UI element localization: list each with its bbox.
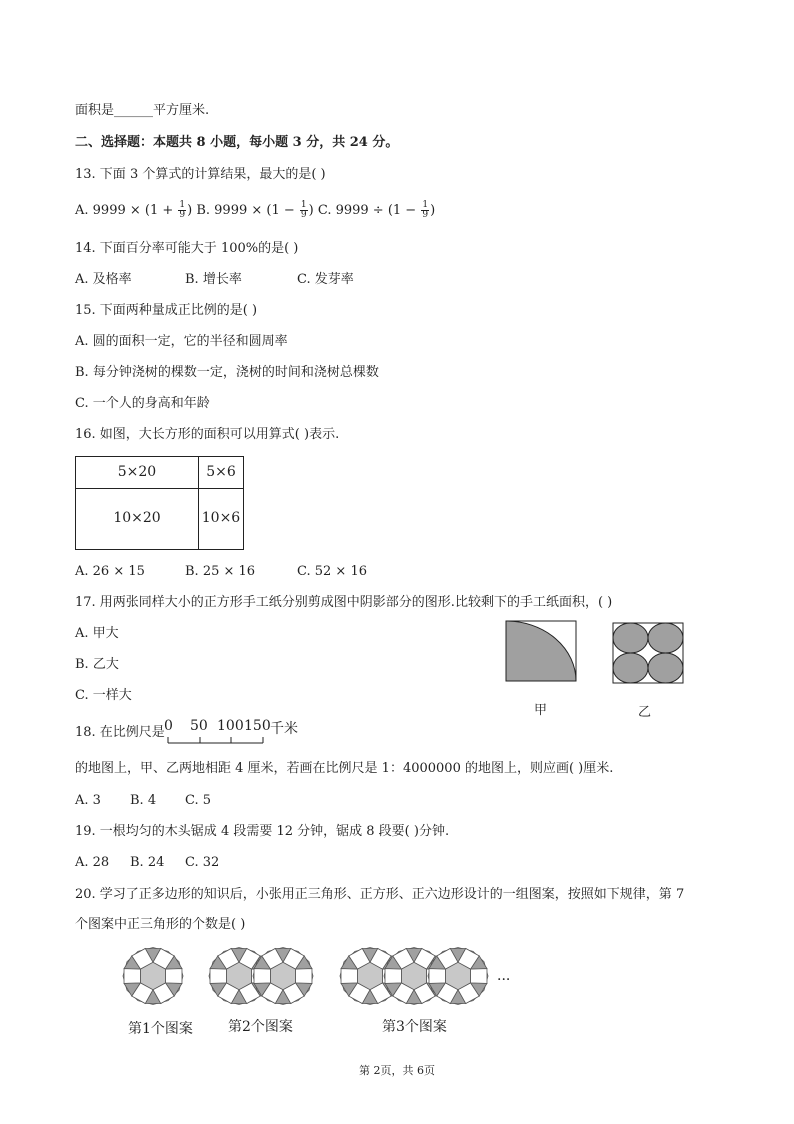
fraction: $\frac{1}{9}$ (179, 200, 186, 220)
scale-tick-150: 150 (244, 718, 271, 734)
option-a: A. 28 (75, 855, 110, 870)
option-a: A. 3 (75, 793, 101, 808)
scale-line (160, 734, 270, 746)
label-jia: 甲 (534, 703, 548, 718)
option-b: B. 增长率 (185, 272, 242, 287)
cell-top-left: 5×20 (117, 464, 157, 480)
option-c: C. 发芽率 (297, 272, 354, 287)
q14-stem: 14. 下面百分率可能大于 100%的是( ) (75, 241, 299, 256)
pattern-label-3: 第3个图案 (382, 1019, 447, 1035)
option-a: A. 26 × 15 (75, 564, 145, 579)
cell-bottom-right: 10×6 (201, 510, 241, 526)
square-shape (385, 969, 402, 984)
q13-c-prefix: ) C. 9999 ÷ (1 − (308, 203, 421, 218)
q18-stem-cont: 的地图上，甲、乙两地相距 4 厘米，若画在比例尺是 1：4000000 的地图上，则应画( )厘米. (75, 761, 614, 776)
q13-suffix: ) (430, 203, 436, 218)
square-shape (429, 969, 446, 984)
q14-options (75, 271, 354, 289)
scale-tick-0: 0 (164, 718, 173, 734)
option-c: C. 5 (185, 793, 212, 808)
cell-top-right: 5×6 (206, 464, 236, 480)
figure-yi (612, 622, 684, 684)
q17-option-a: A. 甲大 (75, 626, 119, 641)
q15-stem: 15. 下面两种量成正比例的是( ) (75, 303, 258, 318)
q20-pattern-figure (120, 942, 530, 1014)
scale-tick-50: 50 (190, 718, 208, 734)
option-c: C. 52 × 16 (297, 564, 367, 579)
q13-a-prefix: A. 9999 × (1 + (75, 203, 178, 218)
q15-option-b: B. 每分钟浇树的棵数一定，浇树的时间和浇树总棵数 (75, 365, 379, 380)
q18-stem-start: 18. 在比例尺是 (75, 725, 165, 740)
q15-option-c: C. 一个人的身高和年龄 (75, 396, 210, 411)
option-c: C. 32 (185, 855, 220, 870)
q13-stem: 13. 下面 3 个算式的计算结果，最大的是( ) (75, 167, 326, 182)
square-shape (295, 969, 312, 984)
q18-options (75, 792, 211, 810)
cell-bottom-left: 10×20 (113, 510, 161, 526)
square-shape (210, 969, 227, 984)
section-heading: 二、选择题：本题共 8 小题，每小题 3 分，共 24 分。 (75, 135, 399, 150)
pattern-label-1: 第1个图案 (128, 1021, 193, 1037)
scale-bar (160, 718, 300, 748)
fraction: $\frac{1}{9}$ (300, 200, 307, 220)
label-yi: 乙 (638, 705, 652, 720)
option-b: B. 4 (130, 793, 157, 808)
q20-stem-1: 20. 学习了正多边形的知识后，小张用正三角形、正方形、正六边形设计的一组图案，按照如下规律，第 7 (75, 887, 685, 902)
q13-options (75, 200, 435, 222)
square-shape (254, 969, 271, 984)
pattern-ellipsis: ··· (497, 972, 511, 988)
page-footer: 第 2页，共 6页 (359, 1064, 435, 1077)
square-shape (470, 969, 487, 984)
q15-option-a: A. 圆的面积一定，它的半径和圆周率 (75, 334, 288, 349)
q16-rectangle-figure (75, 456, 244, 550)
q19-options (75, 854, 219, 872)
option-b: B. 24 (130, 855, 165, 870)
q17-stem: 17. 用两张同样大小的正方形手工纸分别剪成图中阴影部分的图形.比较剩下的手工纸面积，( ) (75, 595, 613, 610)
q20-stem-2: 个图案中正三角形的个数是( ) (75, 917, 246, 932)
option-a: A. 及格率 (75, 272, 132, 287)
scale-tick-100: 100 (217, 718, 244, 734)
pattern-label-2: 第2个图案 (228, 1019, 293, 1035)
q17-option-b: B. 乙大 (75, 657, 119, 672)
q16-options (75, 563, 367, 581)
square-shape (341, 969, 358, 984)
q13-b-prefix: ) B. 9999 × (1 − (187, 203, 299, 218)
fraction: $\frac{1}{9}$ (422, 200, 429, 220)
q12-tail: 面积是______平方厘米. (75, 103, 210, 118)
q17-option-c: C. 一样大 (75, 688, 132, 703)
figure-jia (505, 620, 577, 682)
scale-unit: 千米 (270, 721, 298, 737)
square-shape (124, 969, 141, 984)
q19-stem: 19. 一根均匀的木头锯成 4 段需要 12 分钟，锯成 8 段要( )分钟. (75, 824, 450, 839)
option-b: B. 25 × 16 (185, 564, 256, 579)
square-shape (165, 969, 182, 984)
q16-stem: 16. 如图，大长方形的面积可以用算式( )表示. (75, 427, 340, 442)
